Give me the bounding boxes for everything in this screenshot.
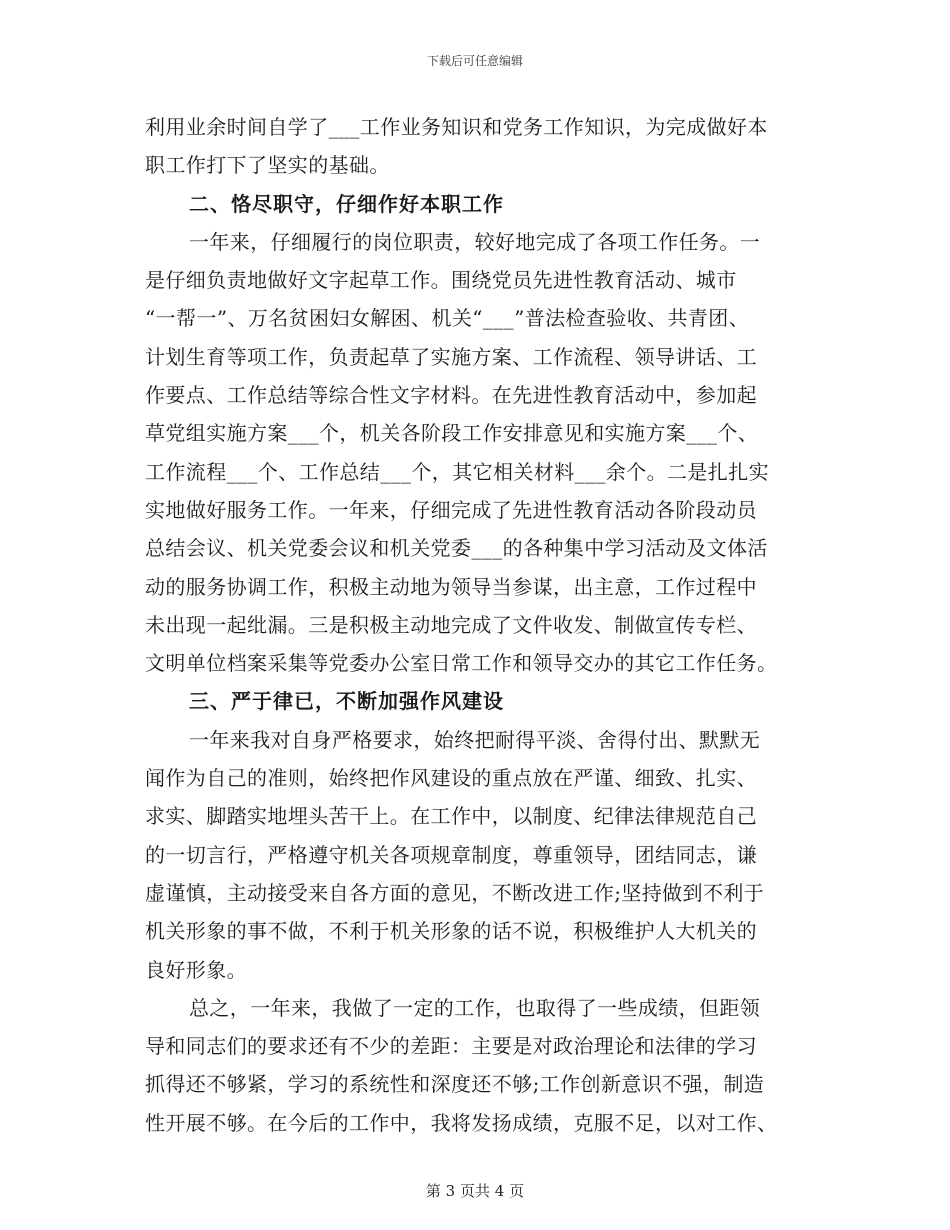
paragraph-line: 总结会议、机关党委会议和机关党委___的各种集中学习活动及文体活 xyxy=(145,536,768,561)
paragraph-line: 职工作打下了坚实的基础。 xyxy=(145,153,390,178)
paragraph-line: 性开展不够。在今后的工作中，我将发扬成绩，克服不足，以对工作、 xyxy=(145,1110,778,1135)
page-header-note: 下载后可任意编辑 xyxy=(426,54,523,68)
paragraph-line: 草党组实施方案___个，机关各阶段工作安排意见和实施方案___个、 xyxy=(145,421,759,446)
paragraph-line: “一帮一”、万名贫困妇女解困、机关“___”普法检查验收、共青团、 xyxy=(145,306,750,331)
paragraph-line: 动的服务协调工作，积极主动地为领导当参谋，出主意，工作过程中 xyxy=(145,574,757,599)
paragraph-line: 是仔细负责地做好文字起草工作。围绕党员先进性教育活动、城市 xyxy=(145,268,737,293)
paragraph-line: 作要点、工作总结等综合性文字材料。在先进性教育活动中，参加起 xyxy=(145,383,757,408)
paragraph-line: 未出现一起纰漏。三是积极主动地完成了文件收发、制做宣传专栏、 xyxy=(145,612,757,637)
paragraph-line: 利用业余时间自学了___工作业务知识和党务工作知识，为完成做好本 xyxy=(145,115,768,139)
paragraph-line: 良好形象。 xyxy=(145,957,247,982)
paragraph-line: 工作流程___个、工作总结___个，其它相关材料___余个。二是扎扎实 xyxy=(145,459,769,484)
paragraph-line: 的一切言行，严格遵守机关各项规章制度，尊重领导，团结同志，谦 xyxy=(145,842,757,867)
paragraph-first-line: 一年来，仔细履行的岗位职责，较好地完成了各项工作任务。一 xyxy=(189,229,761,254)
paragraph-line: 求实、脚踏实地埋头苦干上。在工作中，以制度、纪律法律规范自己 xyxy=(145,804,757,829)
paragraph-line: 机关形象的事不做，不利于机关形象的话不说，积极维护人大机关的 xyxy=(145,919,757,944)
paragraph-first-line: 一年来我对自身严格要求，始终把耐得平淡、舍得付出、默默无 xyxy=(189,727,761,752)
paragraph-line: 抓得还不够紧，学习的系统性和深度还不够;工作创新意识不强，制造 xyxy=(145,1072,765,1097)
paragraph-line: 文明单位档案采集等党委办公室日常工作和领导交办的其它工作任务。 xyxy=(145,651,778,676)
section-heading: 二、恪尽职守，仔细作好本职工作 xyxy=(189,191,504,216)
paragraph-line: 实地做好服务工作。一年来，仔细完成了先进性教育活动各阶段动员 xyxy=(145,497,757,522)
page-number: 第 3 页共 4 页 xyxy=(425,1182,525,1200)
paragraph-line: 计划生育等项工作，负责起草了实施方案、工作流程、领导讲话、工 xyxy=(145,344,757,369)
document-body xyxy=(145,108,815,1142)
paragraph-line: 导和同志们的要求还有不少的差距：主要是对政治理论和法律的学习 xyxy=(145,1034,757,1059)
section-heading: 三、严于律已，不断加强作风建设 xyxy=(189,689,504,714)
paragraph-line: 虚谨慎，主动接受来自各方面的意见，不断改进工作;坚持做到不利于 xyxy=(145,880,765,905)
paragraph-first-line: 总之，一年来，我做了一定的工作，也取得了一些成绩，但距领 xyxy=(189,995,761,1020)
paragraph-line: 闻作为自己的准则，始终把作风建设的重点放在严谨、细致、扎实、 xyxy=(145,766,757,791)
